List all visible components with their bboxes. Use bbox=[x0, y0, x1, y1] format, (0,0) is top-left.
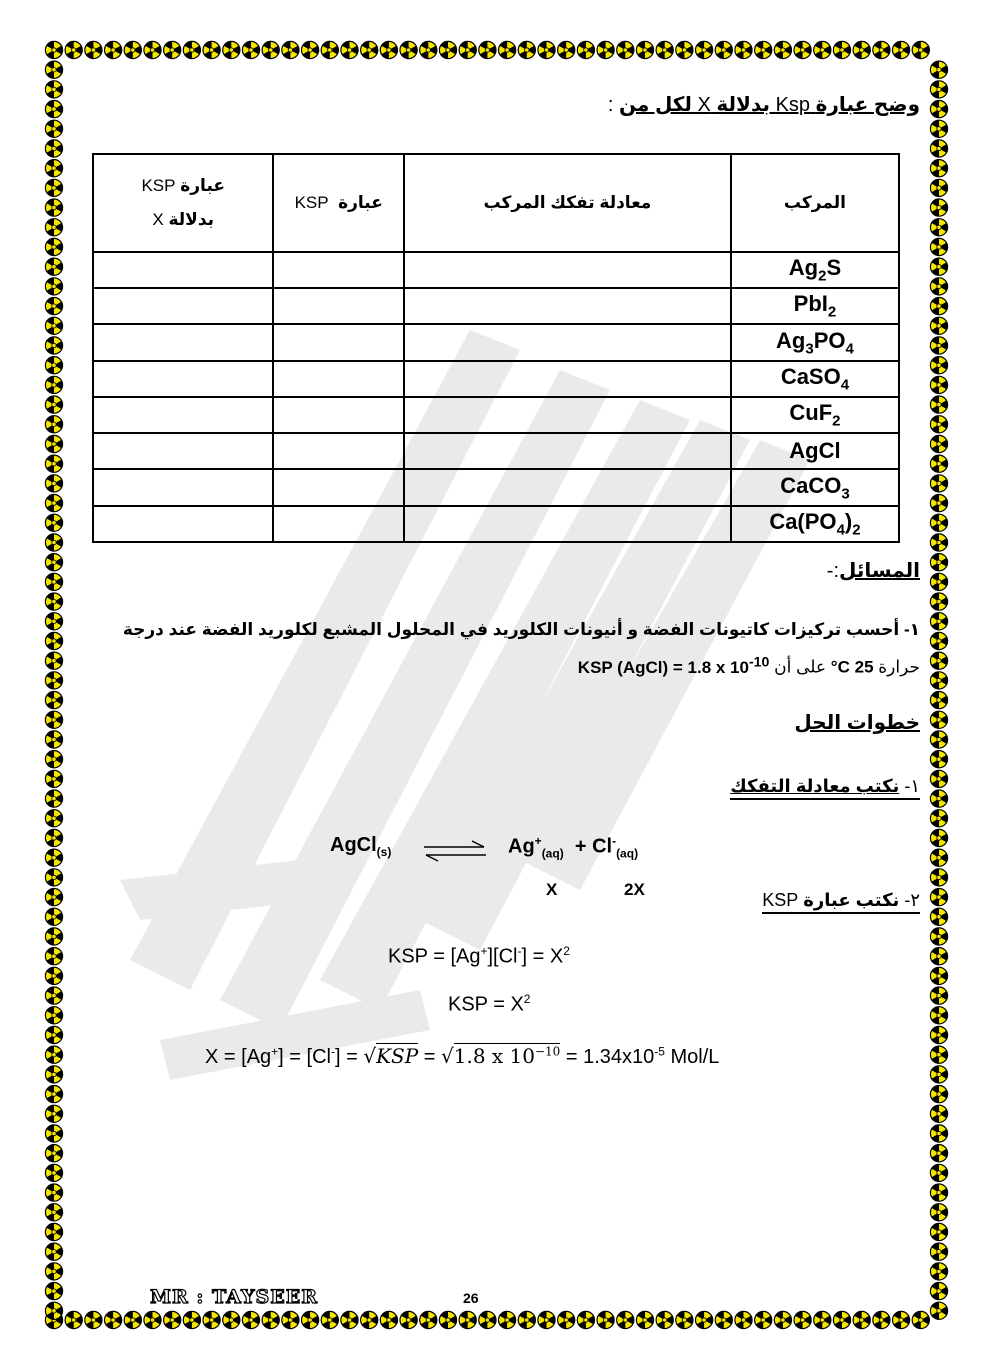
equation-cell[interactable] bbox=[404, 397, 731, 433]
ksp-cell[interactable] bbox=[273, 469, 404, 505]
ksp-cell[interactable] bbox=[273, 397, 404, 433]
ksp-table bbox=[92, 153, 900, 543]
table-row bbox=[93, 252, 899, 288]
table-row bbox=[93, 397, 899, 433]
ksp-x-cell[interactable] bbox=[93, 288, 273, 324]
compound-cell: CaSO$_4$ bbox=[731, 361, 899, 397]
ksp-x-cell[interactable] bbox=[93, 252, 273, 288]
ksp-cell[interactable] bbox=[273, 252, 404, 288]
ksp-x-cell[interactable] bbox=[93, 361, 273, 397]
ksp-cell[interactable] bbox=[273, 288, 404, 324]
ksp-x-cell[interactable] bbox=[93, 469, 273, 505]
section-title: وضح عبارة Ksp بدلالة X لكل من : bbox=[607, 94, 920, 116]
x-label: X bbox=[546, 880, 558, 899]
ksp-x-cell[interactable] bbox=[93, 397, 273, 433]
compound-cell: $Ag_3PO_4$ bbox=[731, 324, 899, 360]
header-equation: معادلة تفكك المركب bbox=[404, 154, 731, 252]
equation-cell[interactable] bbox=[404, 288, 731, 324]
2x-label: 2X bbox=[624, 880, 645, 899]
ksp-cell[interactable] bbox=[273, 433, 404, 469]
compound-cell: AgCl bbox=[731, 433, 899, 469]
compound-cell: PbI$_2$ bbox=[731, 288, 899, 324]
dissociation-equation: AgCl$_{(s)}$ $Ag^+_{(aq)} + Cl^-_{(aq)}$ bbox=[330, 834, 391, 859]
author-footer: MR : TAYSEER bbox=[150, 1286, 318, 1308]
compound-cell: CaCO$_3$ bbox=[731, 469, 899, 505]
compound-cell: CuF$_2$ bbox=[731, 397, 899, 433]
table-row bbox=[93, 361, 899, 397]
ksp-expression: KSP = $[Ag^+][Cl^-] = X^2$ bbox=[388, 944, 570, 968]
table-row bbox=[93, 433, 899, 469]
solution-steps-heading: خطوات الحل bbox=[794, 712, 920, 734]
compound-cell: $Ca(PO_4)_2$ bbox=[731, 506, 899, 542]
equation-cell[interactable] bbox=[404, 361, 731, 397]
equilibrium-arrow-icon bbox=[422, 838, 488, 864]
equation-cell[interactable] bbox=[404, 469, 731, 505]
header-compound: المركب bbox=[731, 154, 899, 252]
equation-cell[interactable] bbox=[404, 506, 731, 542]
question-1: ١- أحسب تركيزات كاتيونات الفضة و أنيونات الكلوريد في المحلول المشبع لكلوريد الفضة عند درجة حرارة 25 C° على أن KSP (AgCl) = 1.8 x $10^{-10}$ bbox=[122, 620, 920, 677]
step-2: ٢- نكتب عبارة KSP bbox=[762, 890, 920, 914]
ksp-x-cell[interactable] bbox=[93, 433, 273, 469]
header-ksp-x: عبارة KSP بدلالة X bbox=[93, 154, 273, 252]
equation-cell[interactable] bbox=[404, 252, 731, 288]
ksp-x-cell[interactable] bbox=[93, 324, 273, 360]
ksp-equals-x2: KSP = $X^2$ bbox=[448, 992, 531, 1016]
table-row bbox=[93, 288, 899, 324]
table-row bbox=[93, 324, 899, 360]
ksp-cell[interactable] bbox=[273, 361, 404, 397]
compound-cell: $Ag_2S$ bbox=[731, 252, 899, 288]
header-ksp: عبارة KSP bbox=[273, 154, 404, 252]
step-1: ١- نكتب معادلة التفكك bbox=[730, 776, 920, 800]
table-row bbox=[93, 469, 899, 505]
table-header-row bbox=[93, 154, 899, 252]
concentration-result: X = [Ag+] = [Cl-] = √KSP = √1.8 x $10^{-10} = 1.34x10^{-5}$ Mol/L bbox=[205, 1044, 720, 1068]
equation-cell[interactable] bbox=[404, 324, 731, 360]
page-number: 26 bbox=[463, 1290, 479, 1306]
ksp-x-cell[interactable] bbox=[93, 506, 273, 542]
ksp-cell[interactable] bbox=[273, 324, 404, 360]
table-row bbox=[93, 506, 899, 542]
ksp-cell[interactable] bbox=[273, 506, 404, 542]
equation-cell[interactable] bbox=[404, 433, 731, 469]
problems-heading: المسائل:- bbox=[826, 560, 920, 582]
